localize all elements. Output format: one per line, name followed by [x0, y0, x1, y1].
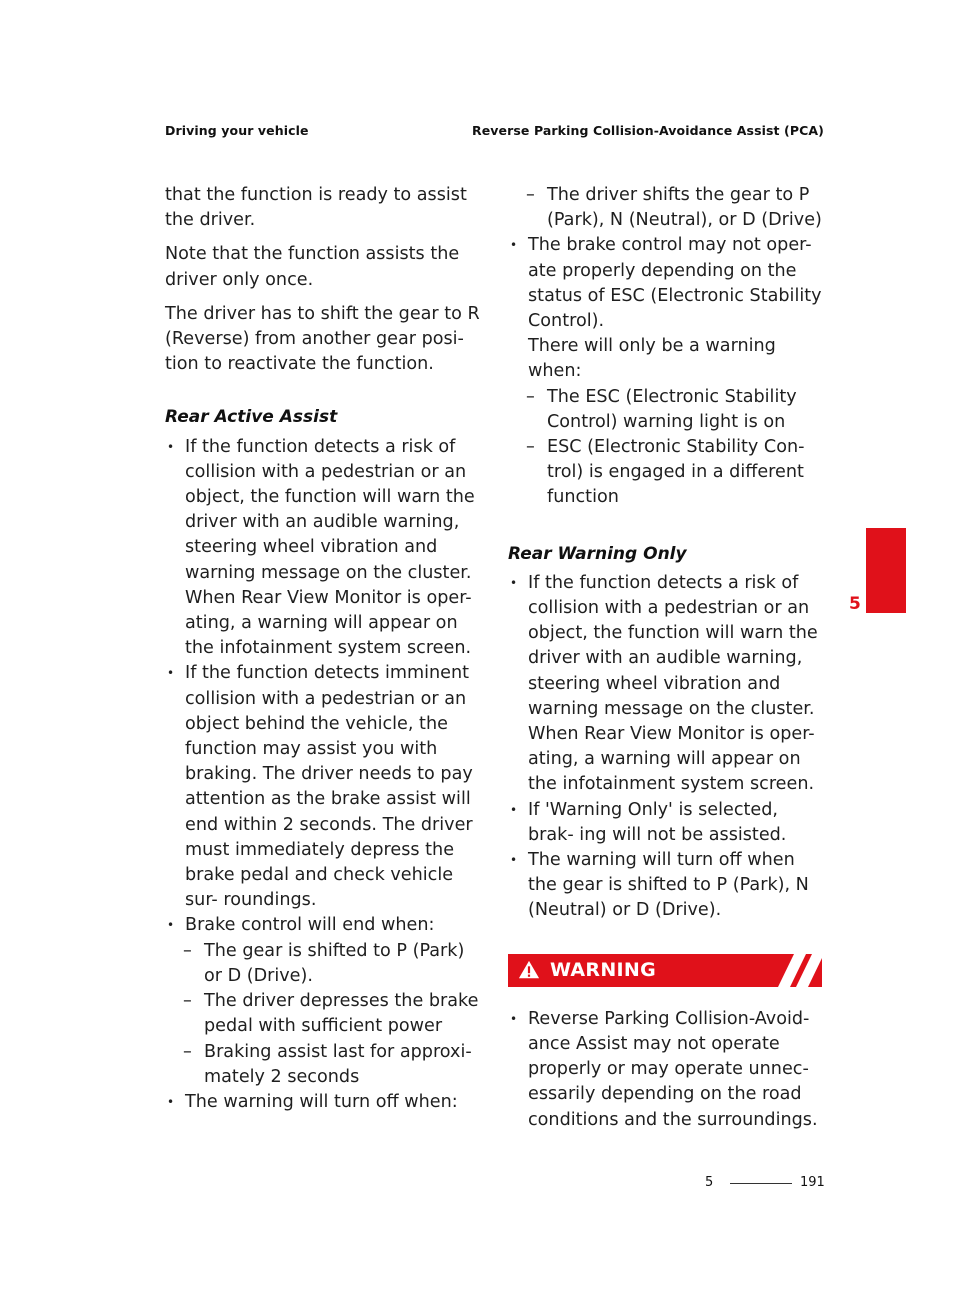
running-header-left: Driving your vehicle: [165, 123, 309, 138]
bullet-item: • If 'Warning Only' is selected, brak- ing will not be assisted.: [508, 798, 828, 848]
chapter-tab-number: 5: [849, 594, 861, 614]
warning-triangle-icon: [518, 959, 540, 981]
sub-paragraph: There will only be a warning when:: [528, 336, 776, 382]
bullet-item: • If the function detects a risk of collision with a pedestrian or an object, the function will warn the driver with an audible warning, steering wheel vibration and warning message on the cluster. When Rear View Monitor is oper- ating, a warning will appear on the infotainment system screen.: [508, 571, 828, 798]
intro-paragraph-2: Note that the function assists the driver only once.: [165, 244, 460, 290]
footer-chapter-number: 5: [705, 1175, 714, 1190]
bullet-item: • The warning will turn off when the gear is shifted to P (Park), N (Neutral) or D (Drive).: [508, 848, 828, 924]
running-header-right: Reverse Parking Collision-Avoidance Assist (PCA): [471, 123, 824, 138]
intro-paragraph-3: The driver has to shift the gear to R (Reverse) from another gear posi- tion to reactivate the function.: [165, 303, 480, 375]
bullet-item: • If the function detects a risk of collision with a pedestrian or an object, the function will warn the driver with an audible warning, steering wheel vibration and warning message on the cluster. When Rear View Monitor is oper- ating, a warning will appear on the infotainment system screen.: [165, 435, 485, 662]
warning-bullet-item: • Reverse Parking Collision-Avoid- ance Assist may not operate properly or may operate unnec- essarily depending on the road conditions and the surroundings.: [508, 1007, 828, 1133]
left-column: [165, 183, 485, 1115]
bullet-item: • The brake control may not oper- ate properly depending on the status of ESC (Electronic Stability Control).: [508, 233, 828, 334]
dash-item: – ESC (Electronic Stability Con- trol) is engaged in a different function: [508, 435, 828, 511]
footer-page-number: 191: [800, 1175, 825, 1190]
dash-item: – The gear is shifted to P (Park) or D (Drive).: [165, 939, 485, 989]
right-column: [508, 183, 828, 1133]
section-heading-rear-active-assist: Rear Active Assist: [165, 407, 338, 428]
section-heading-rear-warning-only: Rear Warning Only: [508, 543, 687, 564]
dash-item: – The driver shifts the gear to P (Park), N (Neutral), or D (Drive): [508, 183, 828, 233]
dash-item: – The ESC (Electronic Stability Control) warning light is on: [508, 385, 828, 435]
warning-banner: [508, 954, 822, 987]
footer-divider: [730, 1183, 792, 1184]
chapter-tab: [866, 528, 906, 613]
dash-item: – The driver depresses the brake pedal with sufficient power: [165, 989, 485, 1039]
bullet-item: • Brake control will end when:: [165, 913, 485, 938]
intro-paragraph-1: that the function is ready to assist the driver.: [165, 185, 467, 231]
warning-label: WARNING: [550, 958, 657, 981]
diagonal-stripes-icon: [770, 954, 822, 987]
bullet-item: • If the function detects imminent collision with a pedestrian or an object behind the vehicle, the function may assist you with braking. The driver needs to pay attention as the brake assist will end within 2 seconds. The driver must immediately depress the brake pedal and check vehicle sur- roundings.: [165, 661, 485, 913]
dash-item: – Braking assist last for approxi- mately 2 seconds: [165, 1040, 485, 1090]
bullet-item: • The warning will turn off when:: [165, 1090, 485, 1115]
